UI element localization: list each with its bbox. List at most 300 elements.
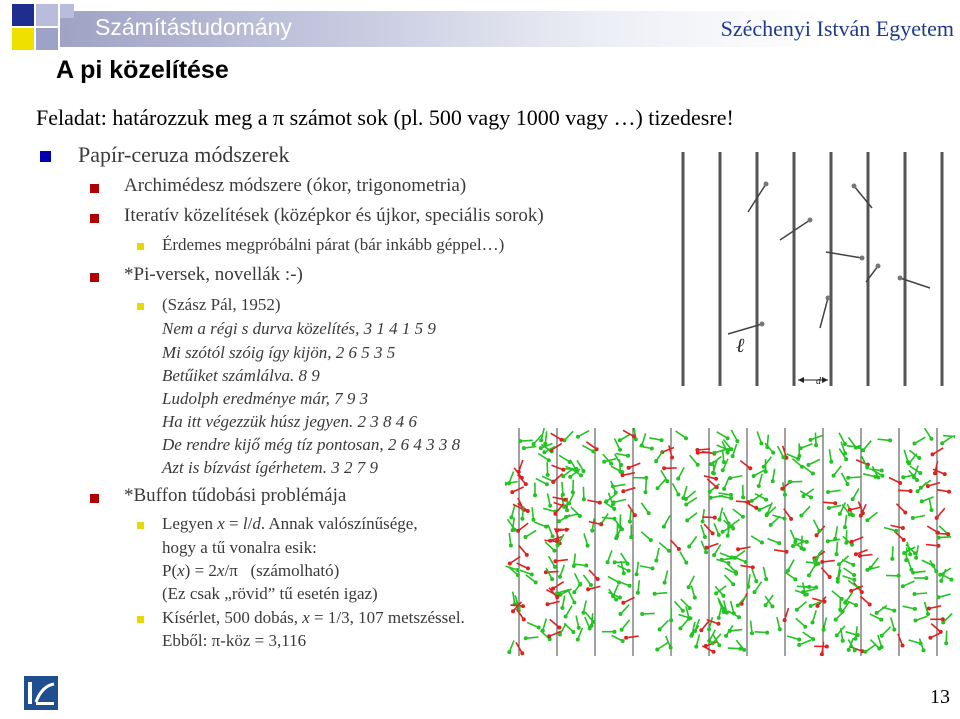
needle-head xyxy=(621,639,625,643)
needle-head xyxy=(548,504,552,508)
needle-head xyxy=(687,545,691,549)
buffon-simulation xyxy=(505,428,955,656)
needle-head xyxy=(548,539,552,543)
needle-head xyxy=(735,439,739,443)
needle-head xyxy=(613,560,617,564)
list-item: Iteratív közelítések (középkor és újkor, speciális sorok) xyxy=(124,205,544,226)
needle-head xyxy=(551,480,555,484)
needle-head xyxy=(522,617,526,621)
buffon-note: (Ez csak „rövid” tű esetén igaz) xyxy=(162,584,378,603)
needle-head xyxy=(800,546,804,550)
list-item: (Szász Pál, 1952) xyxy=(162,295,281,314)
needle-head xyxy=(565,528,569,532)
needle-head xyxy=(714,477,718,481)
needle-head xyxy=(729,493,733,497)
needle-head xyxy=(894,529,898,533)
needle-head xyxy=(550,577,554,581)
needle-head xyxy=(731,527,735,531)
needle-head xyxy=(572,590,576,594)
bullet-square-icon xyxy=(137,616,144,623)
needle-head xyxy=(644,476,648,480)
needle-head xyxy=(717,533,721,537)
needle-head xyxy=(517,470,521,474)
needle-head xyxy=(750,631,754,635)
task-statement: Feladat: határozzuk meg a π számot sok (pl. 500 vagy 1000 vagy …) tizedesre! xyxy=(36,105,734,130)
needle-head xyxy=(873,475,877,479)
needle-head xyxy=(728,629,732,633)
needle-head xyxy=(846,476,850,480)
needle-head xyxy=(534,580,538,584)
needle-head xyxy=(854,446,858,450)
needle-head xyxy=(618,596,622,600)
needle-head xyxy=(539,438,543,442)
needle-head xyxy=(695,448,699,452)
needle-head xyxy=(848,508,852,512)
needle-head xyxy=(750,499,754,503)
needle-head xyxy=(559,438,563,442)
needle-head xyxy=(736,604,740,608)
needle-head xyxy=(907,462,911,466)
needle-head xyxy=(571,490,575,494)
needle-head xyxy=(703,535,707,539)
buffon-definition xyxy=(162,514,418,534)
needle-head xyxy=(843,442,847,446)
text-fragment: x xyxy=(217,514,225,533)
needle-head xyxy=(844,457,848,461)
needle-head xyxy=(903,511,907,515)
needle-head xyxy=(852,578,856,582)
needle-head xyxy=(764,498,768,502)
needle-head xyxy=(811,637,815,641)
buffon-formula xyxy=(162,561,339,581)
needle-head xyxy=(741,515,745,519)
needle-head xyxy=(628,520,632,524)
bullet-square-icon xyxy=(90,273,99,282)
needle-head xyxy=(681,609,685,613)
needle-head xyxy=(734,570,738,574)
poem-line: Azt is bízvást ígérhetem. 3 2 7 9 xyxy=(162,458,378,477)
needle-head xyxy=(809,604,813,608)
logo-square-blue xyxy=(12,4,34,26)
needle-head xyxy=(836,580,840,584)
needle-head xyxy=(653,592,657,596)
needle-head xyxy=(741,495,745,499)
needle-head xyxy=(912,475,916,479)
needle-head xyxy=(840,610,844,614)
needle-head xyxy=(764,182,769,187)
needle-head xyxy=(795,608,799,612)
needle xyxy=(943,436,955,437)
needle-head xyxy=(809,438,813,442)
needle-head xyxy=(764,470,768,474)
needle-head xyxy=(865,518,869,522)
needle-head xyxy=(833,501,837,505)
needle-head xyxy=(928,636,932,640)
needle-head xyxy=(687,585,691,589)
needle-head xyxy=(636,591,640,595)
needle-head xyxy=(811,472,815,476)
needle-head xyxy=(582,469,586,473)
needle-head xyxy=(791,544,795,548)
needle-head xyxy=(677,547,681,551)
bullet-square-icon xyxy=(90,494,99,503)
needle-head xyxy=(516,529,520,533)
arrow-head-icon xyxy=(822,377,828,383)
needle-head xyxy=(620,628,624,632)
needle-head xyxy=(505,482,507,486)
needle-head xyxy=(567,501,571,505)
needle-head xyxy=(647,511,651,515)
needle-head xyxy=(858,554,862,558)
logo-square-yellow xyxy=(12,28,34,50)
needle-head xyxy=(731,582,735,586)
bullet-square-icon xyxy=(90,214,99,223)
needle-head xyxy=(936,544,940,548)
needle-head xyxy=(926,484,930,488)
needle-head xyxy=(817,529,821,533)
slide-title: A pi közelítése xyxy=(56,56,229,84)
needle-head xyxy=(524,482,528,486)
needle-head xyxy=(764,577,768,581)
needle-head xyxy=(526,566,530,570)
needle-head xyxy=(860,590,864,594)
needle-head xyxy=(564,515,568,519)
poem-line: Ha itt végezzük húsz jegyen. 2 3 8 4 6 xyxy=(162,412,417,431)
needle-head xyxy=(736,547,740,551)
needle-head xyxy=(712,650,716,654)
arrow-head-icon xyxy=(798,377,804,383)
needle-head xyxy=(709,496,713,500)
needle-head xyxy=(586,587,590,591)
needle-head xyxy=(913,592,917,596)
needle-head xyxy=(927,607,931,611)
needle-head xyxy=(676,493,680,497)
needle-head xyxy=(635,572,639,576)
needle-head xyxy=(658,627,662,631)
needle-head xyxy=(618,448,622,452)
needle-head xyxy=(922,648,926,652)
needle-head xyxy=(622,571,626,575)
needle-head xyxy=(917,456,921,460)
needle-head xyxy=(694,645,698,649)
needle-head xyxy=(576,638,580,642)
text-fragment: l xyxy=(242,514,248,533)
needle-head xyxy=(537,626,541,630)
needle-head xyxy=(629,535,633,539)
needle-head xyxy=(875,611,879,615)
needle-head xyxy=(644,490,648,494)
needle-head xyxy=(572,601,576,605)
needle-head xyxy=(650,447,654,451)
needle-head xyxy=(620,527,624,531)
needle-head xyxy=(849,589,853,593)
needle-head xyxy=(783,493,787,497)
needle-head xyxy=(857,445,861,449)
line-spacing-label: d xyxy=(816,376,821,387)
needle-head xyxy=(589,583,593,587)
needle-head xyxy=(863,650,867,654)
needle-head xyxy=(744,560,748,564)
needle-head xyxy=(649,538,653,542)
needle-head xyxy=(880,469,884,473)
logo-square-lavender-3 xyxy=(60,4,74,18)
needle-head xyxy=(507,650,511,654)
needle-head xyxy=(898,276,903,281)
needle-head xyxy=(520,651,524,655)
text-fragment: . Annak valószínűsége, xyxy=(260,514,418,533)
needle-head xyxy=(777,541,781,545)
needle-head xyxy=(892,609,896,613)
needle-head xyxy=(726,436,730,440)
needle-head xyxy=(926,612,930,616)
needle-head xyxy=(606,560,610,564)
needle-head xyxy=(727,521,731,525)
needle-head xyxy=(555,591,559,595)
needle-head xyxy=(656,486,660,490)
needle-head xyxy=(545,482,549,486)
needle-head xyxy=(511,609,515,613)
needle-head xyxy=(742,648,746,652)
needle-head xyxy=(718,518,722,522)
needle-head xyxy=(879,618,883,622)
needle-head xyxy=(902,551,906,555)
needle-head xyxy=(892,628,896,632)
needle-head xyxy=(930,508,934,512)
needle-head xyxy=(618,470,622,474)
poem-line: De rendre kijő még tíz pontosan, 2 6 4 3 3 8 xyxy=(162,435,461,454)
needle-head xyxy=(814,443,818,447)
needle-head xyxy=(827,506,831,510)
needle-head xyxy=(678,626,682,630)
needle-head xyxy=(696,463,700,467)
needle-head xyxy=(753,590,757,594)
needle-head xyxy=(681,496,685,500)
needle-head xyxy=(748,466,752,470)
needle-head xyxy=(546,473,550,477)
needle-head xyxy=(614,536,618,540)
needle-head xyxy=(525,553,529,557)
needle-head xyxy=(765,513,769,517)
needle-head xyxy=(916,489,920,493)
needle-head xyxy=(578,583,582,587)
needle-head xyxy=(561,468,565,472)
needle-head xyxy=(890,557,894,561)
bullet-square-icon xyxy=(137,243,144,250)
needle-head xyxy=(621,473,625,477)
needle-head xyxy=(919,486,923,490)
needle-head xyxy=(852,573,856,577)
needle-head xyxy=(902,538,906,542)
bullet-square-icon xyxy=(40,151,51,162)
needle-head xyxy=(759,441,763,445)
logo-square-lavender xyxy=(36,4,58,26)
list-item: Archimédesz módszere (ókor, trigonometria) xyxy=(124,175,467,196)
needle-head xyxy=(596,577,600,581)
needle-head xyxy=(829,460,833,464)
experiment-result xyxy=(162,608,465,628)
needle-head xyxy=(835,552,839,556)
needle-head xyxy=(509,516,513,520)
needle-head xyxy=(799,446,803,450)
needle-head xyxy=(521,604,525,608)
needle-head xyxy=(825,645,829,649)
needle-head xyxy=(724,634,728,638)
needle-head xyxy=(602,460,606,464)
needle-head xyxy=(848,513,852,517)
needle-head xyxy=(711,641,715,645)
needle-head xyxy=(526,509,530,513)
needle-head xyxy=(783,618,787,622)
needle-head xyxy=(901,644,905,648)
text-fragment: Kísérlet, 500 dobás, xyxy=(162,608,303,627)
needle-head xyxy=(662,525,666,529)
needle-head xyxy=(513,528,517,532)
needle-head xyxy=(713,516,717,520)
needle-head xyxy=(611,594,615,598)
needle-head xyxy=(614,491,618,495)
needle-head xyxy=(684,503,688,507)
needle-head xyxy=(828,575,832,579)
needle-head xyxy=(780,487,784,491)
slide-header xyxy=(0,0,960,60)
needle-head xyxy=(844,541,848,545)
needle-head xyxy=(757,508,761,512)
needle-head xyxy=(924,576,928,580)
needle-head xyxy=(721,468,725,472)
needle-head xyxy=(754,579,758,583)
needle-head xyxy=(726,448,730,452)
needle-head xyxy=(663,581,667,585)
poem-line: Mi szótól szóig így kijön, 2 6 5 3 5 xyxy=(162,343,396,362)
needle-head xyxy=(565,508,569,512)
text-fragment: / xyxy=(247,514,253,533)
needle-head xyxy=(599,522,603,526)
needle-head xyxy=(627,466,631,470)
needle-head xyxy=(771,479,775,483)
text-fragment: = xyxy=(224,514,243,533)
text-fragment: d xyxy=(252,514,261,533)
text-fragment: x xyxy=(177,561,185,580)
needle-head xyxy=(624,636,628,640)
needle-head xyxy=(778,627,782,631)
needle-head xyxy=(704,550,708,554)
needle-head xyxy=(847,648,851,652)
needle-head xyxy=(654,459,658,463)
needle-head xyxy=(846,482,850,486)
list-item: *Pi-versek, novellák :-) xyxy=(124,264,303,285)
needle-head xyxy=(619,612,623,616)
needle-head xyxy=(553,559,557,563)
needle-head xyxy=(721,530,725,534)
needle-head xyxy=(913,442,917,446)
needle-head xyxy=(854,552,858,556)
needle-head xyxy=(568,475,572,479)
needle-head xyxy=(880,474,884,478)
needle-head xyxy=(859,514,863,518)
needle-head xyxy=(728,476,732,480)
needle-head xyxy=(655,648,659,652)
needle-head xyxy=(914,556,918,560)
needle-head xyxy=(794,539,798,543)
needle-head xyxy=(769,523,773,527)
needle-head xyxy=(687,617,691,621)
needle-head xyxy=(737,615,741,619)
needle-head xyxy=(943,472,947,476)
needle-head xyxy=(712,451,716,455)
needle-head xyxy=(684,561,688,565)
needle-length-label: ℓ xyxy=(736,335,745,357)
needle-head xyxy=(915,478,919,482)
needle-head xyxy=(809,495,813,499)
needle-head xyxy=(621,601,625,605)
needle-head xyxy=(781,455,785,459)
needle-head xyxy=(931,564,935,568)
needle-head xyxy=(627,569,631,573)
needle-head xyxy=(547,634,551,638)
needle-head xyxy=(805,540,809,544)
needle-head xyxy=(551,534,555,538)
list-item: *Buffon tűdobási problémája xyxy=(124,485,347,506)
needle-head xyxy=(563,498,567,502)
needle-head xyxy=(729,496,733,500)
needle-head xyxy=(530,573,534,577)
text-fragment: x xyxy=(216,561,225,580)
needle-head xyxy=(660,438,664,442)
needle-head xyxy=(707,627,711,631)
needle-head xyxy=(508,562,512,566)
needle-head xyxy=(568,460,572,464)
needle-head xyxy=(954,435,955,439)
poem-line: Ludolph eredménye már, 7 9 3 xyxy=(162,389,369,408)
needle-head xyxy=(797,643,801,647)
needle-head xyxy=(853,648,857,652)
needle-head xyxy=(633,513,637,517)
needle-head xyxy=(860,256,865,261)
needle-head xyxy=(699,628,703,632)
poem-line: Betűiket számlálva. 8 9 xyxy=(162,366,320,385)
needle-head xyxy=(708,490,712,494)
needle-head xyxy=(577,626,581,630)
needle-head xyxy=(553,565,557,569)
needle-head xyxy=(555,595,559,599)
needle-head xyxy=(931,452,935,456)
needle-head xyxy=(770,604,774,608)
needle-head xyxy=(820,560,824,564)
needle-head xyxy=(914,619,918,623)
needle-head xyxy=(888,438,892,442)
page-number: 13 xyxy=(930,686,950,708)
needle-head xyxy=(561,474,565,478)
needle-head xyxy=(614,598,618,602)
needle-head xyxy=(901,526,905,530)
bullet-square-icon xyxy=(137,303,144,310)
needle-head xyxy=(731,454,735,458)
needle-head xyxy=(941,617,945,621)
list-item: Papír-ceruza módszerek xyxy=(78,142,290,167)
needle-head xyxy=(939,579,943,583)
needle-head xyxy=(557,519,561,523)
needle-head xyxy=(546,602,550,606)
needle-head xyxy=(826,539,830,543)
needle-head xyxy=(765,445,769,449)
needle-head xyxy=(771,451,775,455)
needle-head xyxy=(727,561,731,565)
needle-head xyxy=(901,584,905,588)
text-fragment: Legyen xyxy=(162,514,218,533)
text-fragment: P( xyxy=(162,561,178,580)
needle-head xyxy=(571,630,575,634)
needle-head xyxy=(832,474,836,478)
